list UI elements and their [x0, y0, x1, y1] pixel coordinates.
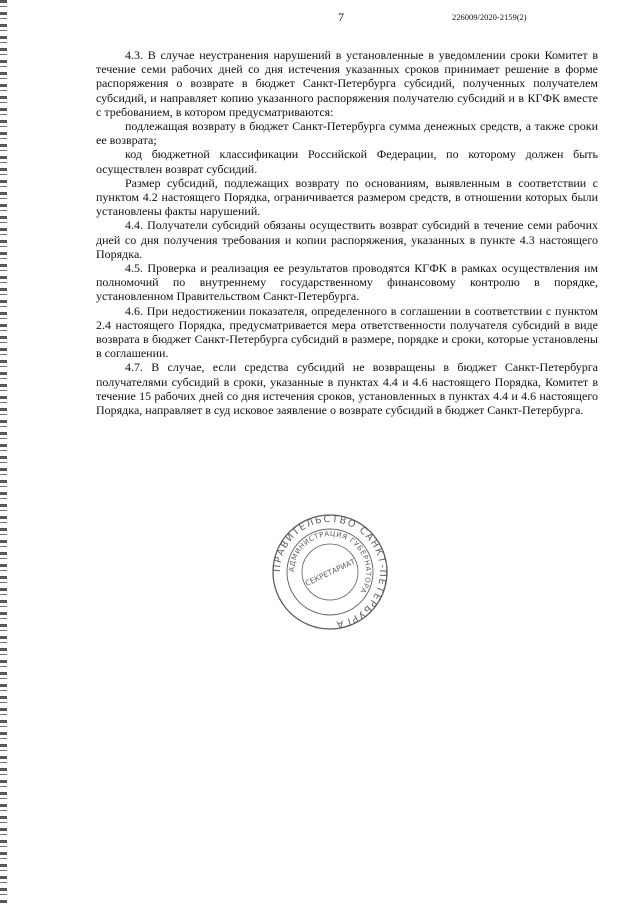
- document-body: [96, 48, 598, 417]
- stamp-inner-text: АДМИНИСТРАЦИЯ ГУБЕРНАТОРА: [287, 529, 373, 595]
- scan-edge-artifact: [0, 0, 7, 905]
- stamp-center-text: СЕКРЕТАРИАТ: [303, 556, 357, 588]
- paragraph-subsidy-size: Размер субсидий, подлежащих возврату по основаниям, выявленным в соответствии с пунктом 4.2 настоящего Порядка, ограничивается размером средств, в отношении которых были установлены факты нарушений.: [96, 175, 598, 219]
- paragraph-4-4: 4.4. Получатели субсидий обязаны осуществить возврат субсидий в течение семи рабочих дней со дня получения требования и копии распоряжения, указанных в пункте 4.3 настоящего Порядка.: [96, 218, 598, 261]
- paragraph-4-6: 4.6. При недостижении показателя, определенного в соглашении в соответствии с пунктом 2.4 настоящего Порядка, предусматривается мера ответственности получателя субсидий в виде возврата в бюджет Санкт-Петербурга субсидий в размере, порядке и сроки, которые установлены в соглашении.: [96, 303, 598, 361]
- paragraph-4-3: 4.3. В случае неустранения нарушений в установленные в уведомлении сроки Комитет в течение семи рабочих дней со дня истечения указанных сроков принимает решение в форме распоряжения о возврате в бюджет Санкт-Петербурга субсидий, полученных получателем субсидий, и направляет копию указанного распоряжения получателю субсидий и в КГФК вместе с требованием, в котором предусматриваются:: [96, 48, 598, 119]
- svg-text:АДМИНИСТРАЦИЯ ГУБЕРНАТОРА: [288, 530, 372, 595]
- page-number: 7: [338, 10, 344, 24]
- paragraph-budget-code: код бюджетной классификации Российской Федерации, по которому должен быть осуществлен возврат субсидий.: [96, 147, 598, 176]
- paragraph-4-5: 4.5. Проверка и реализация ее результатов проводятся КГФК в рамках осуществления им полномочий по внутреннему государственному финансовому контролю в порядке, установленном Правительством Санкт-Петербурга.: [96, 261, 598, 304]
- official-seal-stamp: [270, 512, 390, 632]
- document-code: 226009/2020-2159(2): [452, 12, 527, 22]
- paragraph-return-amount: подлежащая возврату в бюджет Санкт-Петербурга сумма денежных средств, а также сроки ее возврата;: [96, 119, 598, 148]
- stamp-outer-text: ПРАВИТЕЛЬСТВО САНКТ-ПЕТЕРБУРГА: [271, 513, 389, 630]
- paragraph-4-7: 4.7. В случае, если средства субсидий не возвращены в бюджет Санкт-Петербурга получателями субсидий в сроки, указанные в пунктах 4.4 и 4.6 настоящего Порядка, Комитет в течение 15 рабочих дней со дня истечения сроков, установленных в пунктах 4.4 и 4.6 настоящего Порядка, направляет в суд исковое заявление о возврате субсидий в бюджет Санкт-Петербурга.: [96, 360, 598, 418]
